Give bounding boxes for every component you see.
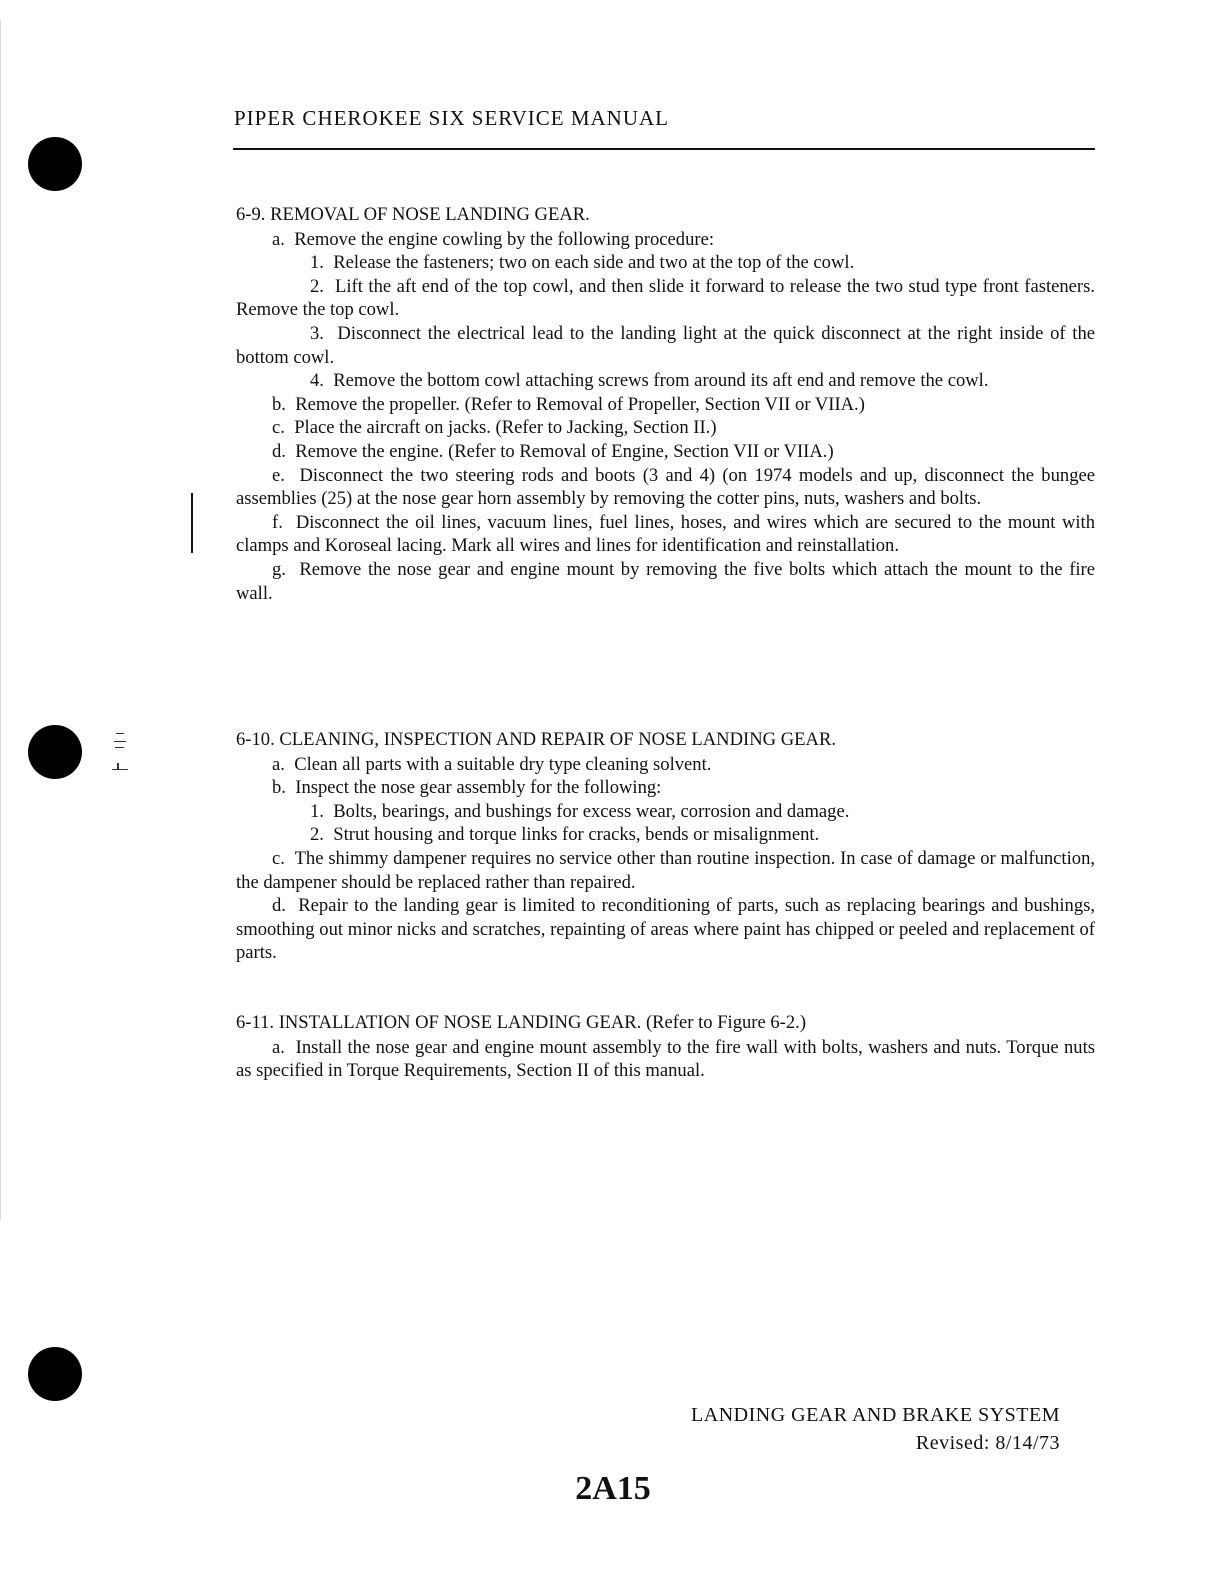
section-heading: 6-9. REMOVAL OF NOSE LANDING GEAR.	[236, 204, 590, 225]
paragraph-text: Repair to the landing gear is limited to reconditioning of parts, such as replacing bearings and bushings, smoothing out minor nicks and scratches, repainting of areas where paint has chipped or peeled and replacement of parts.	[236, 895, 1095, 964]
paragraph-e	[236, 464, 1095, 511]
paragraph-label: c.	[272, 417, 285, 439]
paragraph-c	[236, 847, 1095, 894]
paragraph-g	[236, 558, 1095, 605]
paragraph-text: Remove the bottom cowl attaching screws from around its aft end and remove the cowl.	[333, 370, 989, 392]
paragraph-label: 2.	[310, 275, 324, 297]
binder-hole-bottom	[28, 1347, 82, 1401]
paragraph-a	[236, 753, 1095, 777]
paragraph-text: Install the nose gear and engine mount assembly to the fire wall with bolts, washers and nuts. Torque nuts as specified in Torque Requirements, Section II of this manual.	[236, 1036, 1096, 1082]
footer	[691, 1401, 1060, 1457]
paragraph-text: Remove the propeller. (Refer to Removal of Propeller, Section VII or VIIA.)	[295, 393, 865, 415]
paragraph-4	[236, 369, 1095, 393]
paragraph-2	[236, 823, 1095, 847]
paragraph-label: 1.	[310, 252, 324, 274]
paragraph-text: Remove the nose gear and engine mount by removing the five bolts which attach the mount to the fire wall.	[236, 558, 1095, 604]
paragraph-text: The shimmy dampener requires no service other than routine inspection. In case of damage or malfunction, the dampener should be replaced rather than repaired.	[236, 847, 1096, 893]
scan-edge-line	[0, 20, 1, 1220]
paragraph-label: a.	[272, 753, 285, 775]
paragraph-f	[236, 511, 1095, 558]
paragraph-text: Remove the engine cowling by the following procedure:	[294, 228, 714, 250]
paragraph-text: Remove the engine. (Refer to Removal of Engine, Section VII or VIIA.)	[295, 440, 834, 462]
paragraph-1	[236, 800, 1095, 824]
paragraph-b	[236, 776, 1095, 800]
paragraph-label: c.	[272, 847, 285, 869]
section-heading: 6-11. INSTALLATION OF NOSE LANDING GEAR. (Refer to Figure 6-2.)	[236, 1012, 807, 1033]
section-body	[236, 753, 1095, 965]
paragraph-text: Disconnect the electrical lead to the landing light at the quick disconnect at the right inside of the bottom cowl.	[236, 322, 1096, 368]
paragraph-text: Lift the aft end of the top cowl, and then slide it forward to release the two stud type front fasteners. Remove the top cowl.	[236, 275, 1095, 321]
paragraph-text: Inspect the nose gear assembly for the following:	[295, 777, 662, 799]
paragraph-d	[236, 894, 1095, 965]
paragraph-text: Disconnect the two steering rods and boots (3 and 4) (on 1974 models and up, disconnect the bungee assemblies (25) at the nose gear horn assembly by removing the cotter pins, nuts, washers and bolts.	[236, 464, 1095, 510]
paragraph-b	[236, 393, 1095, 417]
section-body	[236, 228, 1095, 606]
paragraph-d	[236, 440, 1095, 464]
paragraph-label: b.	[272, 777, 286, 799]
paragraph-label: 1.	[310, 800, 324, 822]
binder-hole-middle	[28, 725, 82, 779]
paragraph-a	[236, 228, 1095, 252]
paragraph-text: Strut housing and torque links for cracks, bends or misalignment.	[333, 824, 820, 846]
footer-section-name: LANDING GEAR AND BRAKE SYSTEM	[691, 1404, 1060, 1426]
paragraph-label: b.	[272, 393, 286, 415]
paragraph-label: f.	[272, 511, 283, 533]
paragraph-label: 4.	[310, 370, 324, 392]
paragraph-3	[236, 322, 1095, 369]
paragraph-label: g.	[272, 558, 286, 580]
section-6-9	[236, 203, 1095, 605]
paragraph-text: Bolts, bearings, and bushings for excess wear, corrosion and damage.	[333, 800, 850, 822]
paragraph-2	[236, 275, 1095, 322]
manual-title: PIPER CHEROKEE SIX SERVICE MANUAL	[234, 106, 670, 130]
paragraph-c	[236, 416, 1095, 440]
paragraph-label: e.	[272, 464, 285, 486]
paragraph-text: Release the fasteners; two on each side and two at the top of the cowl.	[333, 252, 855, 274]
section-body	[236, 1036, 1095, 1083]
section-6-10	[236, 728, 1095, 965]
footer-revised-date: Revised: 8/14/73	[915, 1432, 1060, 1454]
paragraph-label: d.	[272, 440, 286, 462]
binder-hole-top	[28, 137, 82, 191]
revision-change-bar	[191, 493, 193, 553]
paragraph-label: d.	[272, 895, 286, 917]
paragraph-text: Place the aircraft on jacks. (Refer to Jacking, Section II.)	[294, 417, 717, 439]
section-heading: 6-10. CLEANING, INSPECTION AND REPAIR OF NOSE LANDING GEAR.	[236, 729, 837, 750]
paragraph-text: Disconnect the oil lines, vacuum lines, fuel lines, hoses, and wires which are secured to the mount with clamps and Koroseal lacing. Mark all wires and lines for identification and reinstallation.	[236, 511, 1095, 557]
page-number: 2A15	[575, 1470, 651, 1507]
scan-specks	[112, 733, 134, 779]
paragraph-text: Clean all parts with a suitable dry type cleaning solvent.	[294, 753, 712, 775]
header-rule	[233, 148, 1095, 150]
paragraph-label: a.	[272, 1036, 285, 1058]
paragraph-label: 2.	[310, 824, 324, 846]
paragraph-a	[236, 1036, 1095, 1083]
paragraph-label: 3.	[310, 322, 324, 344]
paragraph-label: a.	[272, 228, 285, 250]
section-6-11	[236, 1011, 1095, 1083]
paragraph-1	[236, 251, 1095, 275]
